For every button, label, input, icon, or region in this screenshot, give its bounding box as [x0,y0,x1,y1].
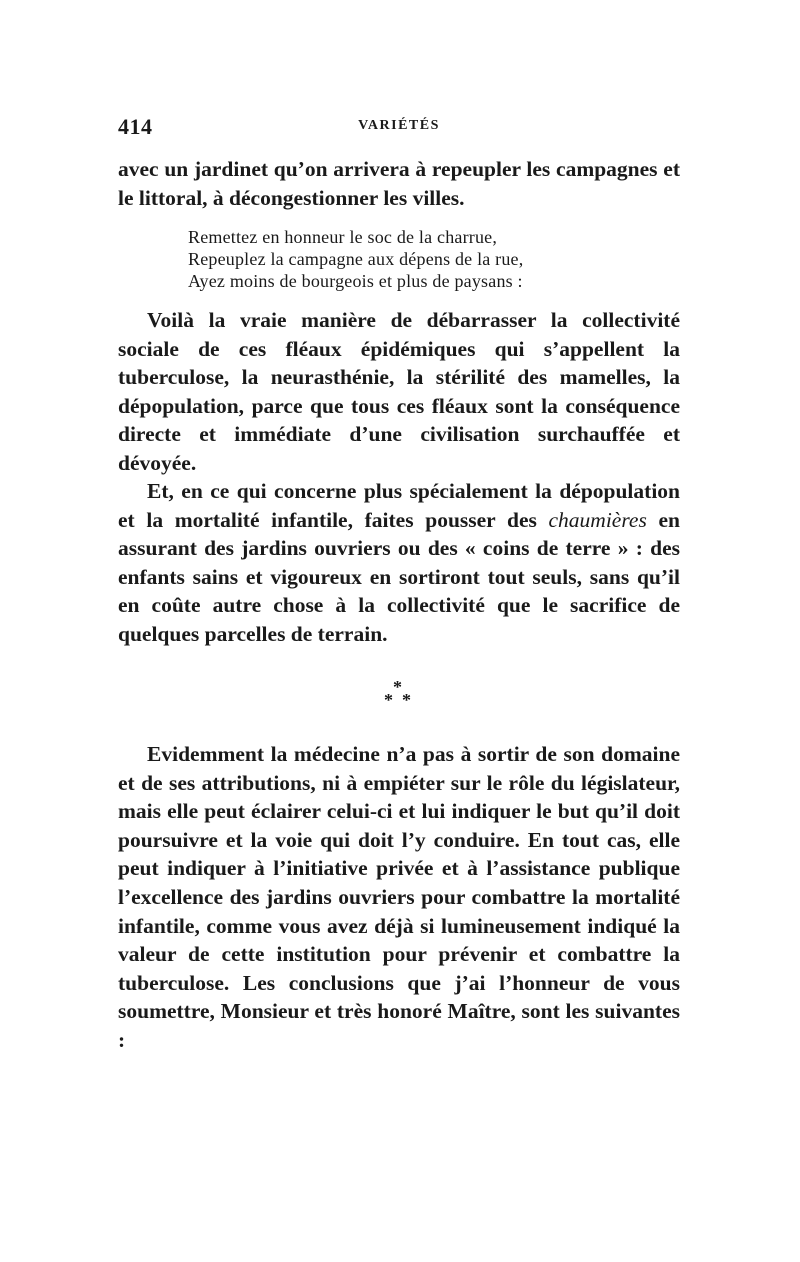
paragraph-et-text [118,477,680,649]
paragraph-et [118,477,680,649]
asterism-star-left: * [384,690,393,710]
paragraph-et-text-end: en assurant des jardins ouvriers ou des « coins de terre » : des enfants sains et vigoureux en sortiront tout seuls, sans qu’il en coûte autre chose à la collectivité que le sacrifice de quelques parcelles de terrain. [118,507,680,646]
paragraph-intro [118,155,680,212]
page-number: 414 [118,114,153,139]
verse-line-2: Repeuplez la campagne aux dépens de la rue, [188,249,524,269]
paragraph-evidemment-text: Evidemment la médecine n’a pas à sortir de son domaine et de ses attributions, ni à empiéter sur le rôle du législateur, mais elle peut éclairer celui-ci et lui indiquer le but qu’il doit poursuivre et la voie qui doit l’y conduire. En tout cas, elle peut indiquer à l’initiative privée et à l’assistance publique l’excellence des jardins ouvriers pour combattre la mortalité infantile, comme vous avez déjà si lumineusement indiqué la valeur de cette institution pour prévenir et combattre la tuberculose. Les conclusions que j’ai l’honneur de vous soumettre, Monsieur et très honoré Maître, sont les suivantes : [118,742,680,1052]
running-title: VARIÉTÉS [358,118,440,133]
page-header [118,114,680,144]
verse-line-1: Remettez en honneur le soc de la charrue, [188,227,498,247]
verse-line-3: Ayez moins de bourgeois et plus de paysans : [188,271,523,291]
asterism-star-right: * [402,690,411,710]
paragraph-voila [118,306,680,478]
paragraph-voila-text: Voilà la vraie manière de débarrasser la collectivité sociale de ces fléaux épidémiques qui s’appellent la tuberculose, la neurasthénie, la stérilité des mamelles, la dépopulation, parce que tous ces fléaux sont la conséquence directe et immédiate d’une civilisation surchauffée et dévoyée. [118,308,680,475]
section-break-asterism [374,678,424,718]
asterism-star-top: * [393,677,402,697]
paragraph-et-text-start: Et, en ce qui concerne plus spécialement la dépopulation et la mortalité infantile, faites pousser des [118,479,680,532]
italic-word-chaumieres: chaumières [548,507,647,532]
paragraph-evidemment [118,740,680,1055]
verse-quotation [188,226,523,292]
paragraph-intro-text: avec un jardinet qu’on arrivera à repeupler les campagnes et le littoral, à décongestionner les villes. [118,157,680,210]
